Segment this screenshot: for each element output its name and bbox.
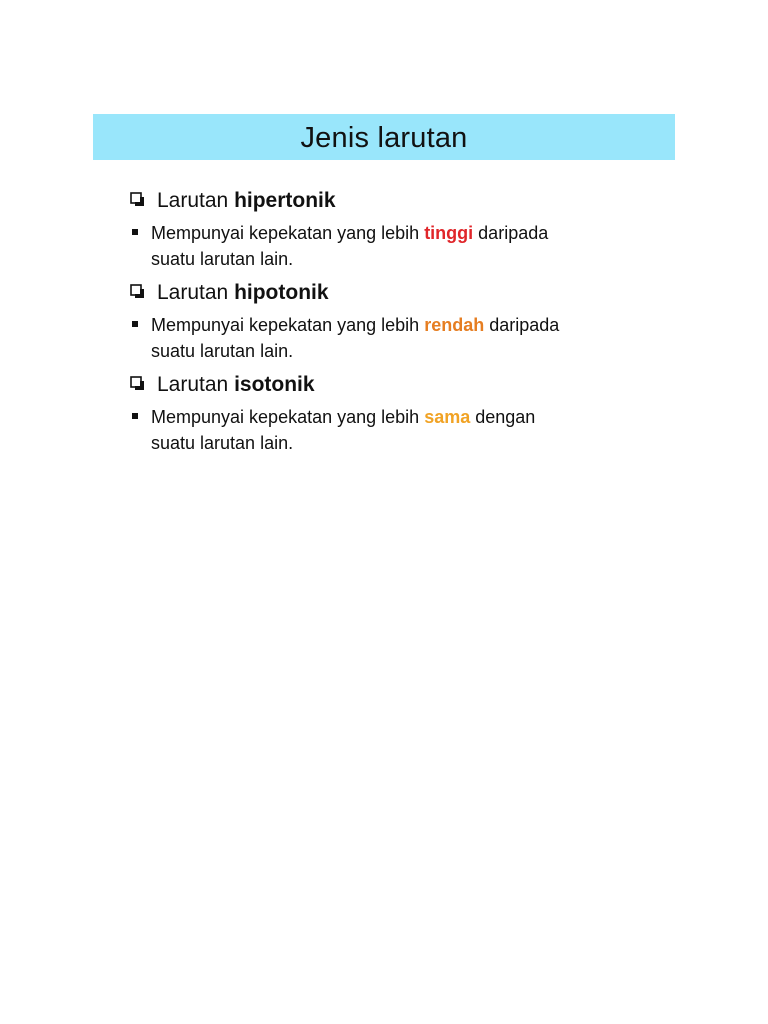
section-hipotonik [130,280,650,364]
list-item [130,312,650,364]
bullet-text-after: dengan [470,407,536,427]
heading-prefix: Larutan [157,281,235,304]
heading-label [157,372,315,398]
keyword-sama: sama [424,407,471,427]
square-bullet-icon [132,413,138,419]
keyword-tinggi: tinggi [424,223,474,243]
section-heading [130,188,650,218]
square-bullet-icon [132,229,138,235]
square-bullet-icon [132,321,138,327]
checkbox-icon [130,192,145,207]
bullet-text-line2: suatu larutan lain. [151,341,294,361]
bullet-text-after: daripada [484,315,560,335]
bullet-text-line2: suatu larutan lain. [151,249,294,269]
page-title: Jenis larutan [300,122,468,154]
bullet-text-line2: suatu larutan lain. [151,433,294,453]
heading-prefix: Larutan [157,189,235,212]
bullet-text-after: daripada [473,223,549,243]
title-banner [93,114,675,160]
section-isotonik [130,372,650,456]
heading-prefix: Larutan [157,373,235,396]
heading-term: hipotonik [234,281,329,304]
list-item [130,404,650,456]
section-hipertonik [130,188,650,272]
list-item [130,220,650,272]
heading-term: hipertonik [234,189,336,212]
bullet-text-before: Mempunyai kepekatan yang lebih [151,407,425,427]
heading-label [157,188,336,214]
heading-term: isotonik [234,373,315,396]
heading-label [157,280,329,306]
keyword-rendah: rendah [424,315,485,335]
section-heading [130,280,650,310]
bullet-text-before: Mempunyai kepekatan yang lebih [151,315,425,335]
section-heading [130,372,650,402]
checkbox-icon [130,284,145,299]
bullet-text-before: Mempunyai kepekatan yang lebih [151,223,425,243]
checkbox-icon [130,376,145,391]
